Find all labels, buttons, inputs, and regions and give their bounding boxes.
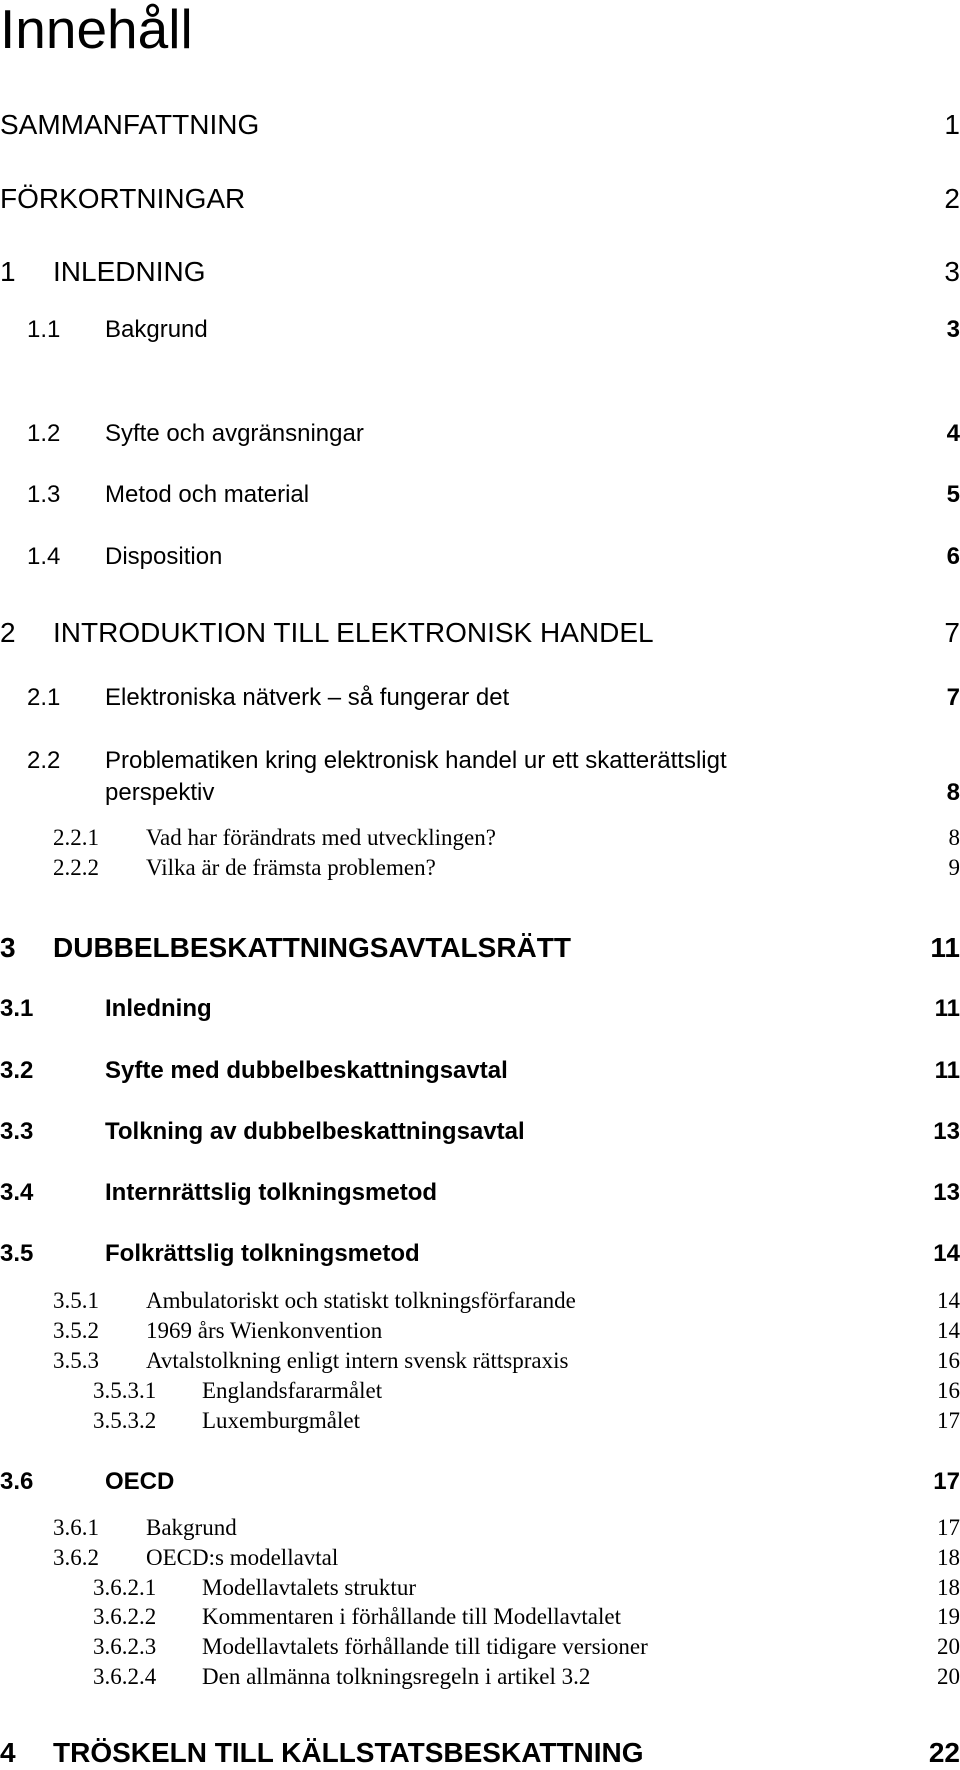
toc-number: 3 [0,932,16,963]
toc-page: 5 [946,481,960,508]
toc-title: Bakgrund [105,316,208,343]
toc-title: Elektroniska nätverk – så fungerar det [105,684,510,711]
toc-page: 13 [933,1179,960,1206]
toc-page: 19 [937,1604,960,1629]
toc-page: 16 [937,1378,960,1403]
toc-title: perspektiv [105,779,215,806]
toc-number: 1.4 [27,543,61,570]
toc-number: 1.1 [27,316,61,343]
toc-page: 18 [937,1575,960,1600]
toc-number: 3.6.1 [53,1515,99,1540]
toc-title: Problematiken kring elektronisk handel ur ett skatterättsligt [105,747,727,774]
toc-number: 2 [0,617,16,648]
toc-title: Folkrättslig tolkningsmetod [105,1240,420,1267]
toc-title: INTRODUKTION TILL ELEKTRONISK HANDEL [53,617,654,648]
toc-page: 17 [933,1468,960,1495]
toc-title: Disposition [105,543,223,570]
toc-number: 2.1 [27,684,61,711]
toc-number: 3.6.2.3 [93,1634,157,1659]
toc-page: 17 [937,1515,960,1540]
toc-title: Englandsfararmålet [202,1378,383,1403]
toc-title: Vilka är de främsta problemen? [146,855,436,880]
toc-page: 9 [948,855,960,880]
toc-title: Bakgrund [146,1515,237,1540]
toc-number: 3.3 [0,1118,34,1145]
toc-page: 2 [944,183,960,214]
toc-number: 3.5.2 [53,1318,99,1343]
toc-number: 3.6.2.4 [93,1664,157,1689]
toc-page: 3 [944,256,960,287]
page-title: Innehåll [0,0,193,60]
toc-title: FÖRKORTNINGAR [0,183,246,214]
toc-number: 3.6.2 [53,1545,99,1570]
toc-title: Vad har förändrats med utvecklingen? [146,825,496,850]
toc-page: 11 [930,932,960,963]
toc-page: 3 [946,316,960,343]
toc-title: SAMMANFATTNING [0,109,260,140]
toc-number: 3.1 [0,995,34,1022]
toc-page: 8 [946,779,960,806]
toc-page: 7 [946,684,960,711]
toc-number: 2.2.1 [53,825,99,850]
toc-title: Inledning [105,995,212,1022]
toc-page: 7 [944,617,960,648]
toc-title: Ambulatoriskt och statiskt tolkningsförfarande [146,1288,576,1313]
toc-number: 3.6.2.1 [93,1575,157,1600]
toc-page: 11 [934,995,960,1022]
toc-title: Den allmänna tolkningsregeln i artikel 3.2 [202,1664,591,1689]
toc-page: 17 [937,1408,960,1433]
toc-number: 3.5.3 [53,1348,99,1373]
toc-page: 18 [937,1545,960,1570]
toc-number: 1 [0,256,16,287]
toc-title: Modellavtalets struktur [202,1575,416,1600]
toc-page: 6 [946,543,960,570]
toc-title: Avtalstolkning enligt intern svensk rättspraxis [146,1348,569,1373]
toc-page: 14 [937,1318,960,1343]
toc-title: Kommentaren i förhållande till Modellavtalet [202,1604,621,1629]
toc-number: 1.2 [27,420,61,447]
toc-page: 16 [937,1348,960,1373]
toc-title: Luxemburgmålet [202,1408,360,1433]
toc-page: 14 [937,1288,960,1313]
toc-page: 11 [934,1057,960,1084]
toc-title: Metod och material [105,481,310,508]
toc-number: 3.5.3.2 [93,1408,157,1433]
toc-number: 3.6 [0,1468,34,1495]
toc-title: Syfte och avgränsningar [105,420,364,447]
toc-page: 14 [933,1240,960,1267]
toc-title: OECD:s modellavtal [146,1545,339,1570]
toc-number: 3.6.2.2 [93,1604,157,1629]
toc-title: Internrättslig tolkningsmetod [105,1179,438,1206]
toc-page: 4 [946,420,960,447]
toc-title: Tolkning av dubbelbeskattningsavtal [105,1118,525,1145]
toc-page: 20 [937,1664,960,1689]
toc-number: 3.5.1 [53,1288,99,1313]
toc-number: 4 [0,1737,16,1768]
toc-page: 8 [948,825,960,850]
toc-number: 2.2.2 [53,855,99,880]
toc-title: INLEDNING [53,256,206,287]
toc-title: DUBBELBESKATTNINGSAVTALSRÄTT [53,932,571,963]
toc-title: Modellavtalets förhållande till tidigare versioner [202,1634,648,1659]
toc-number: 3.4 [0,1179,34,1206]
toc-title: Syfte med dubbelbeskattningsavtal [105,1057,508,1084]
toc-page: 1 [944,109,960,140]
toc-number: 3.5.3.1 [93,1378,157,1403]
toc-title: 1969 års Wienkonvention [146,1318,383,1343]
toc-page: 20 [937,1634,960,1659]
toc-number: 1.3 [27,481,61,508]
toc-number: 2.2 [27,747,61,774]
toc-title: TRÖSKELN TILL KÄLLSTATSBESKATTNING [53,1737,644,1768]
toc-page: 22 [928,1737,960,1768]
toc-title: OECD [105,1468,175,1495]
toc-number: 3.5 [0,1240,34,1267]
toc-number: 3.2 [0,1057,34,1084]
toc-page: 13 [933,1118,960,1145]
